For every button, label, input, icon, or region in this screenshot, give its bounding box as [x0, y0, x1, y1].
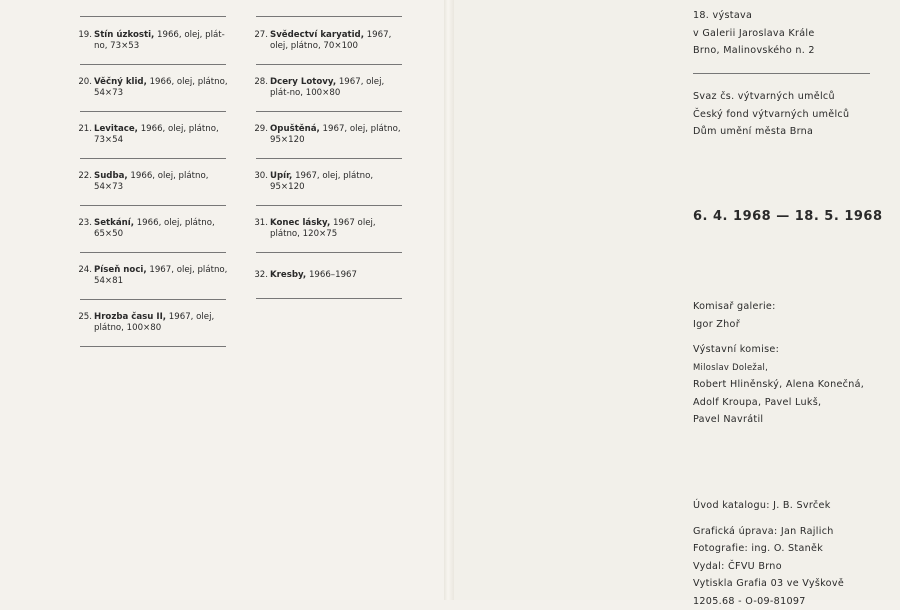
- catalog-entry: [252, 218, 404, 239]
- divider: [80, 205, 226, 206]
- catalog-entry: [252, 124, 404, 145]
- committee-label: Výstavní komise:: [693, 341, 864, 359]
- credit-line: Vytiskla Grafia 03 ve Vyškově: [693, 575, 844, 593]
- entry-title: Levitace,: [94, 124, 138, 134]
- divider: [80, 346, 226, 347]
- entry-title: Opuštěná,: [270, 124, 320, 134]
- entry-details: 1967, olej, plátno, 95×120: [270, 171, 373, 192]
- entry-title: Dcery Lotovy,: [270, 77, 336, 87]
- exhibition-line: Brno, Malinovského n. 2: [693, 42, 815, 60]
- catalog-entry: [76, 218, 228, 239]
- entry-title: Sudba,: [94, 171, 128, 181]
- entry-number: 25.: [76, 312, 92, 323]
- commissioner-section: [693, 298, 776, 333]
- commissioner-name: Igor Zhoř: [693, 316, 776, 334]
- divider: [256, 298, 402, 299]
- organizer-line: Dům umění města Brna: [693, 123, 849, 141]
- entry-details: 1966, olej, plátno, 54×73: [94, 77, 228, 98]
- catalog-entry: [76, 124, 228, 145]
- entry-details: 1966, olej, plátno, 65×50: [94, 218, 215, 239]
- divider: [256, 64, 402, 65]
- entry-title: Píseň noci,: [94, 265, 147, 275]
- divider: [80, 111, 226, 112]
- credit-line: 1205.68 - O-09-81097: [693, 593, 844, 610]
- credit-line: Grafická úprava: Jan Rajlich: [693, 523, 844, 541]
- committee-section: [693, 341, 864, 429]
- divider: [80, 64, 226, 65]
- entry-number: 24.: [76, 265, 92, 276]
- catalog-entry: [252, 77, 404, 98]
- entry-title: Upír,: [270, 171, 292, 181]
- committee-member: Miloslav Doležal,: [693, 359, 864, 377]
- catalog-entry: [252, 270, 404, 281]
- divider: [256, 205, 402, 206]
- divider: [256, 252, 402, 253]
- divider: [80, 299, 226, 300]
- entry-title: Kresby,: [270, 270, 306, 280]
- entry-number: 19.: [76, 30, 92, 41]
- entry-details: 1967, olej, plátno, 54×81: [94, 265, 227, 286]
- entry-details: 1966, olej, plát-no, 73×53: [94, 30, 225, 51]
- catalog-entry: [252, 30, 404, 51]
- entry-details: 1967 olej, plátno, 120×75: [270, 218, 376, 239]
- catalog-entry: [76, 265, 228, 286]
- divider: [80, 16, 226, 17]
- catalog-entry: [252, 171, 404, 192]
- credit-line: Fotografie: ing. O. Staněk: [693, 540, 844, 558]
- entry-number: 31.: [252, 218, 268, 229]
- entry-title: Věčný klid,: [94, 77, 147, 87]
- divider: [80, 252, 226, 253]
- divider: [80, 158, 226, 159]
- entry-details: 1967, olej, plát-no, 100×80: [270, 77, 384, 98]
- entry-number: 23.: [76, 218, 92, 229]
- catalog-entry: [76, 77, 228, 98]
- divider: [256, 16, 402, 17]
- entry-details: 1966–1967: [309, 270, 357, 280]
- divider: [693, 73, 870, 74]
- committee-member: Pavel Navrátil: [693, 411, 864, 429]
- divider: [256, 158, 402, 159]
- organizers: [693, 88, 849, 141]
- organizer-line: Svaz čs. výtvarných umělců: [693, 88, 849, 106]
- commissioner-label: Komisař galerie:: [693, 298, 776, 316]
- catalog-entry: [76, 171, 228, 192]
- entry-details: 1966, olej, plátno, 73×54: [94, 124, 219, 145]
- entry-number: 28.: [252, 77, 268, 88]
- entry-number: 21.: [76, 124, 92, 135]
- entry-title: Stín úzkosti,: [94, 30, 154, 40]
- exhibition-dates: 6. 4. 1968 — 18. 5. 1968: [693, 209, 883, 224]
- entry-details: 1966, olej, plátno, 54×73: [94, 171, 208, 192]
- catalog-entry: [76, 30, 228, 51]
- entry-title: Setkání,: [94, 218, 134, 228]
- entry-title: Konec lásky,: [270, 218, 330, 228]
- exhibition-line: 18. výstava: [693, 7, 815, 25]
- entry-number: 30.: [252, 171, 268, 182]
- credits-section: [693, 497, 844, 610]
- entry-details: 1967, olej, plátno, 70×100: [270, 30, 391, 51]
- entry-details: 1967, olej, plátno, 100×80: [94, 312, 214, 333]
- entry-number: 20.: [76, 77, 92, 88]
- entry-number: 27.: [252, 30, 268, 41]
- catalog-entry: [76, 312, 228, 333]
- exhibition-line: v Galerii Jaroslava Krále: [693, 25, 815, 43]
- entry-title: Svědectví karyatid,: [270, 30, 364, 40]
- divider: [256, 111, 402, 112]
- organizer-line: Český fond výtvarných umělců: [693, 106, 849, 124]
- entry-title: Hrozba času II,: [94, 312, 166, 322]
- entry-number: 29.: [252, 124, 268, 135]
- exhibition-info: [693, 7, 815, 60]
- entry-number: 22.: [76, 171, 92, 182]
- entry-details: 1967, olej, plátno, 95×120: [270, 124, 401, 145]
- committee-member: Robert Hliněnský, Alena Konečná,: [693, 376, 864, 394]
- credit-line: Úvod katalogu: J. B. Svrček: [693, 497, 844, 515]
- committee-member: Adolf Kroupa, Pavel Lukš,: [693, 394, 864, 412]
- entry-number: 32.: [252, 270, 268, 281]
- credit-line: Vydal: ČFVU Brno: [693, 558, 844, 576]
- page-fold: [444, 0, 454, 600]
